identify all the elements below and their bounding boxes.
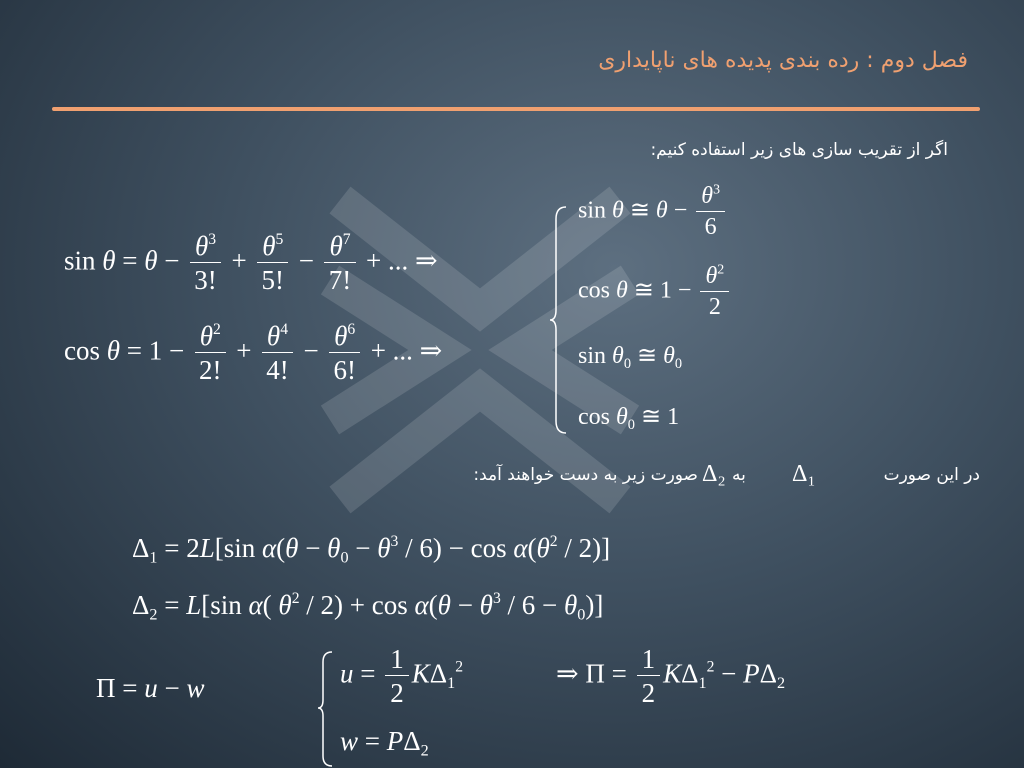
u-definition: u = $\frac{1}{2}$ $K\Delta_1^2$ [340,644,464,709]
result-text-mid: به [732,465,746,485]
title-divider [52,107,980,111]
potential-result: ⇒ Π = $\frac{1}{2}$ $K\Delta_1^2 - P\Delta_2$ [556,644,786,709]
approx-sin: sin θ ≅ θ − $\frac{\theta^3}{6}$ [578,184,728,240]
intro-text: اگر از تقریب سازی های زیر استفاده کنیم: [650,140,948,160]
delta1-symbol: Δ₁ [792,461,816,487]
delta2-equation: $\Delta_2 = L[\sin$ α( $\theta^2 / 2) + \cos \alpha(\theta - \theta^3 / 6 - \theta_0)$] [132,590,604,624]
approx-cos: cos θ ≅ 1 − $\frac{\theta^2}{2}$ [578,264,732,320]
delta1-equation: $\Delta_1 = 2L[\sin$ $\alpha(\theta - \theta_0 - \theta^3 / 6) - \cos \alpha(\theta^2 / 2)$] [132,533,611,567]
w-definition: $w = P\Delta_2$ [340,726,429,760]
approx-sin-theta0: $\sin \theta_0$ ≅ $\theta_0$ [578,343,683,373]
approximation-brace [548,205,570,435]
cos-taylor-series: cos θ = 1 − $\frac{\theta^2}{2!}$ + $\frac{\theta^4}{4!}$ − $\frac{\theta^6}{6!}$ + ... ⇒ [64,321,443,386]
result-text-right: در این صورت [883,465,980,485]
energy-brace [316,650,336,768]
approx-cos-theta0: $\cos \theta_0$ ≅ 1 [578,404,680,434]
potential-energy: Π = u − w [96,673,205,703]
delta2-symbol: Δ₂ [702,461,726,487]
result-text-left: صورت زیر به دست خواهند آمد: [473,465,698,485]
slide-title: فصل دوم : رده بندی پدیده های ناپایداری [598,48,968,73]
sin-taylor-series: sin θ = θ − $\frac{\theta^3}{3!}$ + $\frac{\theta^5}{5!}$ − $\frac{\theta^7}{7!}$ + ... ⇒ [64,231,438,296]
